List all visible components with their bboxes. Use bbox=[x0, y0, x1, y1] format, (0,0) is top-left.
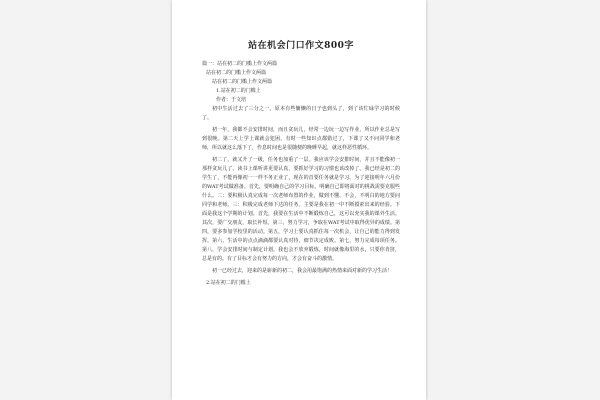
toc-line-2: 站在初二的门槛上作文两篇 bbox=[206, 70, 267, 76]
document-title: 站在机会门口作文800字 bbox=[248, 41, 354, 51]
author-line: 作者：于文培 bbox=[216, 97, 247, 103]
toc-line-1: 篇一：站在初二的门槛上作文两篇 bbox=[202, 61, 278, 67]
document-page bbox=[172, 0, 426, 400]
paragraph-1: 初中生活过去了三分之一。原本有些慵懒的日子也到头了，到了该忙碌学习的时候了。 bbox=[202, 106, 400, 121]
toc-line-3: 站在初二的门槛上作文两篇 bbox=[212, 79, 273, 85]
section-heading-1: 1.站在初二的门槛上 bbox=[216, 88, 261, 94]
paragraph-2: 初一年，我都不会安排时间，而且贪玩儿，经常一边玩一边写作业，所以作业总是写到很晚。第二天上学上课就会犯困，有时一些知识点都错过了，下课了又不问同学和老师，所以就这么落下了，作息时间也是很随便的晚睡早起，就这样恶性循环。 bbox=[202, 127, 400, 151]
section-heading-2: 2.站在初二的门槛上 bbox=[206, 280, 251, 286]
paragraph-4: 初一已经过去，迎来的是崭新的初二，我会用最饱满的热情来面对新的学习生活！ bbox=[212, 268, 393, 274]
document-content bbox=[202, 40, 400, 288]
paragraph-3: 初二了，就又升了一级，任务也加重了一层。我应该学会安排时间，并且不能像初一那样贪玩儿了。读书上课听讲更要认真，要抓好学习的习惯也该改掉了。我已经是初二的学生了，不能再像初一一样不务正业了，现在的首要任务就是学习。为了迎接明年六月份的WAT考试做准备。首先，要明确自己的学习目标，明确自己即将面对的挑战需要克服些什么。二：要积极认真完成每一次老师布置的作业，做到不懂、不会，不明白的地方要问同学和老师。三：积极完成老师下达的任务。主要是我在初一中不断摸索出来的经验。下面是我这个学期的计划。首先，我要在生活中不断锻炼自己，这可以充实我的课外生活。其次，要广交朋友，取长补短。第三，努力学习，争取在WAT考试中取得优异的成绩。第四，要多参加学校里的活动。第五，学习上要认真抓住每一次机会，让自己的能力得到发挥。第六，生活中的点点滴滴都要认真对待，细节决定成败。第七，努力完成每项任务。第八，学会安排时间与制定计划。我也会不放弃锻炼，时间就像海里的水，只要你肯挤，总是有的。有了目标才会有努力的方向，才会有奋斗的激情。 bbox=[202, 157, 400, 262]
